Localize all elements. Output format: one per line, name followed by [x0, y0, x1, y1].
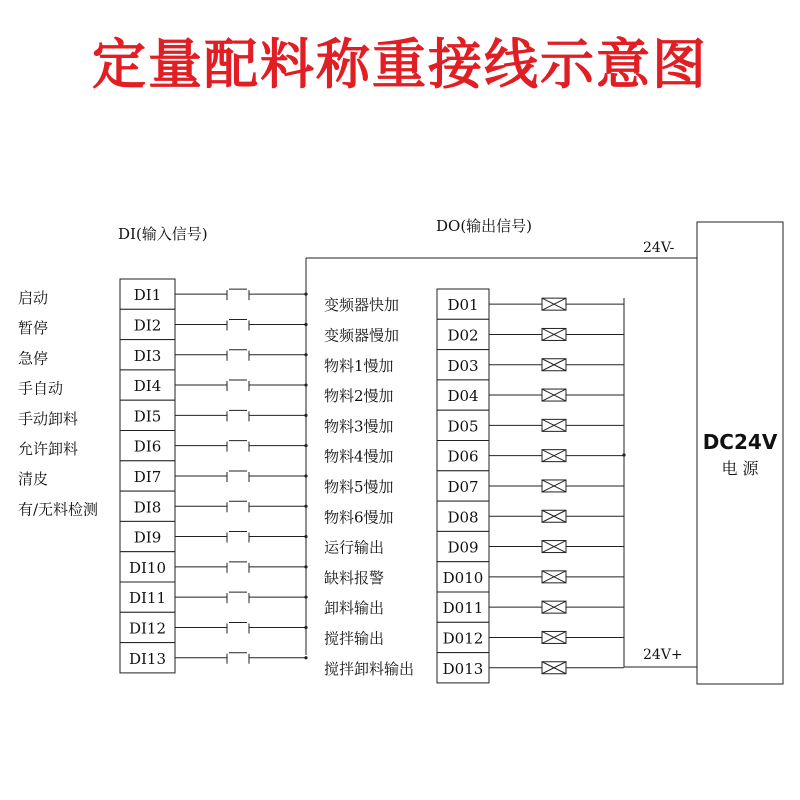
di-label: 允许卸料: [18, 440, 79, 458]
di-label: 暂停: [18, 319, 49, 338]
di-terminal-label: DI3: [133, 346, 162, 365]
do-terminal-label: D02: [447, 326, 479, 345]
di-terminal-label: DI1: [133, 286, 162, 305]
di-label: 清皮: [18, 470, 49, 489]
do-junction: [622, 453, 625, 456]
do-label: 变频器快加: [324, 296, 400, 315]
di-terminal-label: DI8: [133, 498, 162, 517]
di-terminal-label: DI10: [128, 558, 167, 577]
di-junction: [304, 293, 307, 296]
do-terminal-label: D013: [442, 659, 484, 678]
power-pos-label: 24V+: [643, 647, 683, 663]
do-terminal-label: D08: [447, 508, 479, 527]
do-label: 搅拌卸料输出: [324, 659, 415, 678]
diagram-title: 定量配料称重接线示意图: [92, 33, 708, 96]
di-junction: [304, 565, 307, 568]
do-terminal-label: D04: [447, 387, 479, 406]
do-label: 物料4慢加: [324, 447, 394, 466]
di-junction: [304, 444, 307, 447]
do-label: 变频器慢加: [324, 326, 400, 345]
di-terminal-label: DI11: [128, 589, 167, 608]
di-label: 有/无料检测: [18, 500, 99, 519]
do-header: DO(输出信号): [436, 217, 533, 235]
do-section: [324, 289, 626, 683]
power-name: DC24V: [702, 430, 778, 454]
power-subtitle: 电 源: [721, 459, 759, 478]
do-label: 物料2慢加: [324, 387, 394, 406]
do-terminal-label: D011: [442, 599, 484, 618]
di-terminal-label: DI6: [133, 437, 162, 456]
di-junction: [304, 383, 307, 386]
di-junction: [304, 353, 307, 356]
do-terminal-label: D012: [442, 629, 484, 648]
di-junction: [304, 323, 307, 326]
di-header: DI(输入信号): [118, 225, 208, 243]
di-junction: [304, 626, 307, 629]
di-junction: [304, 505, 307, 508]
do-terminal-label: D07: [447, 477, 479, 496]
di-section: [18, 279, 308, 673]
di-junction: [304, 596, 307, 599]
di-terminal-label: DI2: [133, 316, 162, 335]
do-label: 运行输出: [324, 538, 385, 557]
di-label: 急停: [18, 349, 49, 368]
di-label: 启动: [18, 289, 49, 307]
di-terminal-label: DI5: [133, 407, 162, 426]
do-label: 物料6慢加: [324, 508, 394, 527]
do-terminal-label: D010: [442, 568, 484, 587]
do-label: 搅拌输出: [324, 629, 385, 648]
di-junction: [304, 414, 307, 417]
do-label: 物料1慢加: [324, 356, 394, 375]
do-terminal-label: D03: [447, 356, 479, 375]
di-junction: [304, 474, 307, 477]
di-terminal-label: DI13: [128, 649, 167, 668]
do-terminal-label: D06: [447, 447, 479, 466]
do-label: 卸料输出: [324, 599, 385, 618]
do-label: 物料5慢加: [324, 477, 394, 496]
power-neg-label: 24V-: [643, 240, 675, 256]
do-label: 缺料报警: [324, 568, 385, 587]
di-label: 手动卸料: [18, 409, 79, 428]
di-terminal-label: DI12: [128, 619, 167, 638]
di-terminal-label: DI4: [133, 377, 162, 396]
do-terminal-label: D09: [447, 538, 479, 557]
di-terminal-label: DI9: [133, 528, 162, 547]
di-junction: [304, 656, 307, 659]
do-label: 物料3慢加: [324, 417, 394, 436]
do-terminal-label: D01: [447, 296, 479, 315]
di-junction: [304, 535, 307, 538]
di-label: 手自动: [18, 379, 64, 398]
do-terminal-label: D05: [447, 417, 479, 436]
di-terminal-label: DI7: [133, 467, 162, 486]
